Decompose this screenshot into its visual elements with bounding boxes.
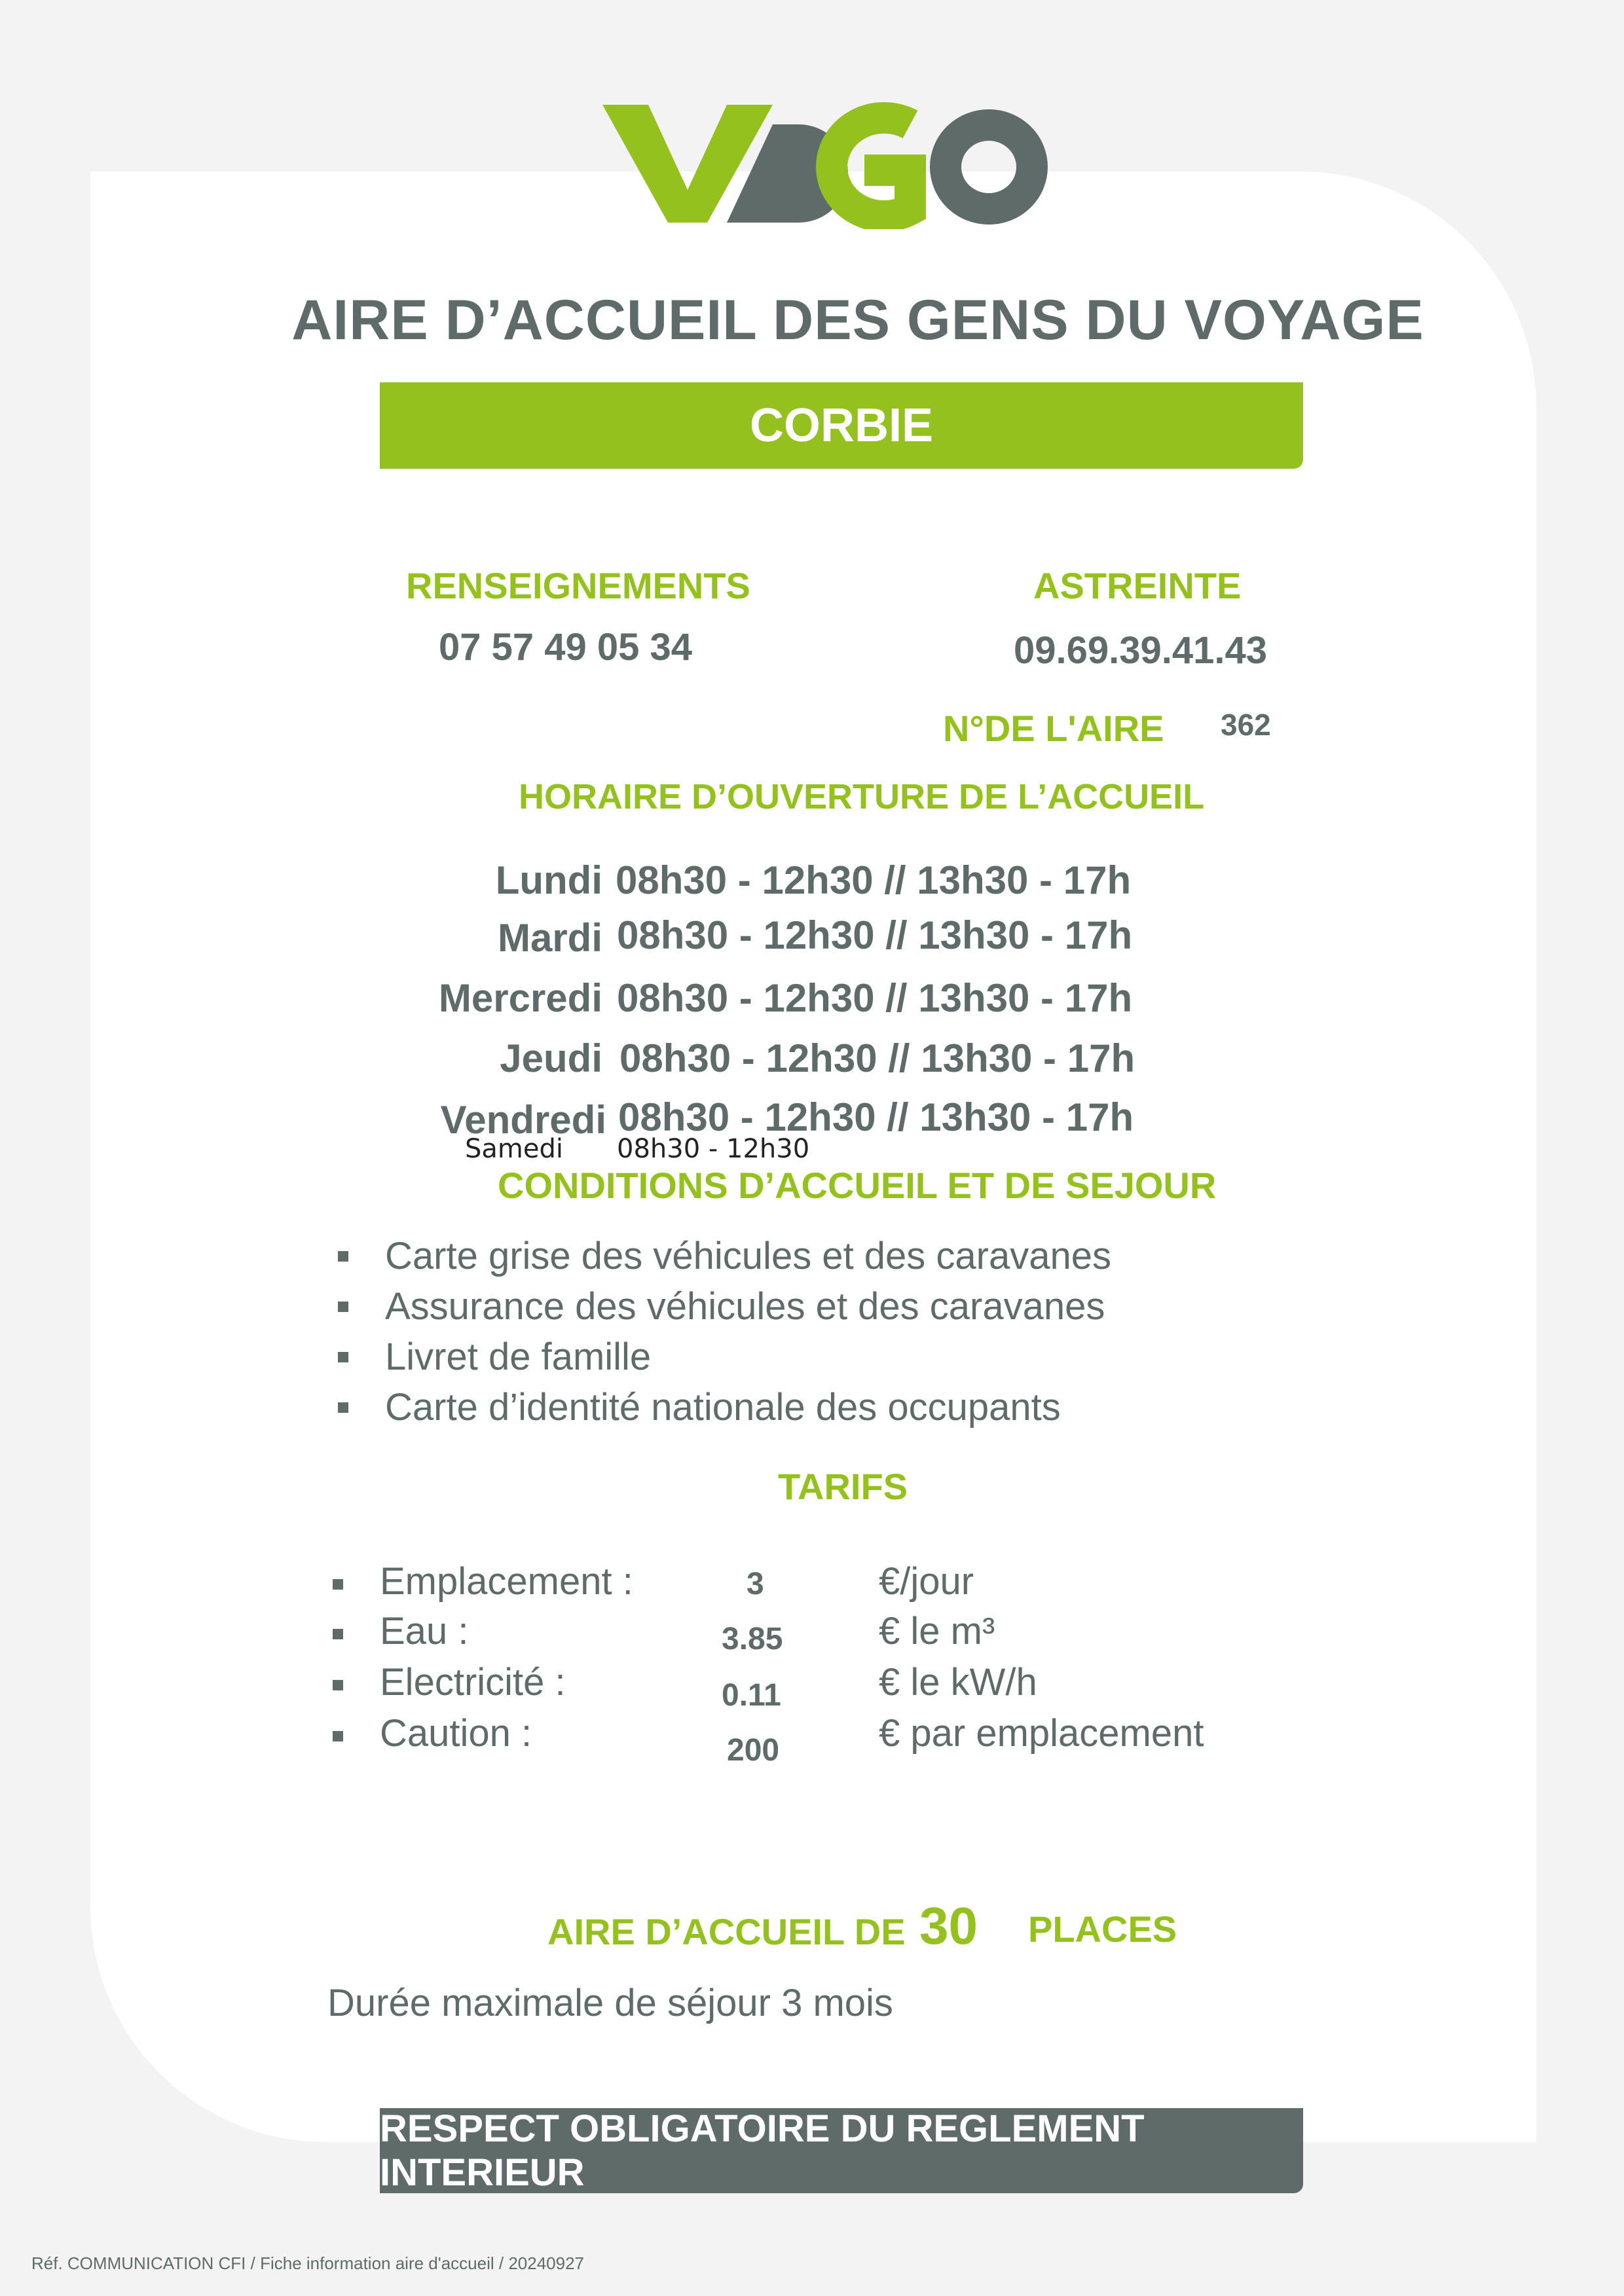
bullet-icon [338,1302,348,1312]
hours-row [0,1036,602,1082]
hours-day: Jeudi [500,1036,602,1080]
capacity-places: 30 [919,1897,978,1955]
capacity-prefix: AIRE D’ACCUEIL DE [547,1911,906,1952]
hours-row [0,858,602,903]
list-item: Carte d’identité nationale des occupants [338,1382,1111,1432]
rules-notice-banner [380,2108,1303,2193]
hours-day: Lundi [495,858,602,902]
vdgo-logo [602,98,1048,229]
location-banner [380,382,1303,469]
list-item: Assurance des véhicules et des caravanes [338,1281,1111,1332]
hours-day: Vendredi [440,1098,606,1142]
tarif-value: 3.85 [722,1622,783,1656]
bullet-icon [333,1680,343,1690]
capacity-suffix: PLACES [1028,1908,1177,1950]
conditions-heading: CONDITIONS D’ACCUEIL ET DE SEJOUR [498,1165,1217,1206]
bullet-icon [338,1402,348,1413]
tarif-unit: € par emplacement [879,1712,1204,1755]
tarif-value: 0.11 [722,1678,781,1713]
renseignements-label: RENSEIGNEMENTS [406,565,750,606]
bullet-icon [338,1352,348,1362]
hours-range: 08h30 - 12h30 // 13h30 - 17h [618,1095,1134,1139]
samedi-hours: 08h30 - 12h30 [617,1134,810,1164]
list-item: Livret de famille [338,1332,1111,1382]
tarif-value: 3 [747,1567,764,1601]
hours-range: 08h30 - 12h30 // 13h30 - 17h [617,976,1133,1020]
astreinte-phone: 09.69.39.41.43 [1014,629,1268,672]
list-item: Carte grise des véhicules et des caravanes [338,1231,1111,1281]
hours-range: 08h30 - 12h30 // 13h30 - 17h [616,858,1132,902]
hours-row [0,915,602,961]
bullet-icon [338,1251,348,1262]
max-stay: Durée maximale de séjour 3 mois [327,1982,893,2024]
hours-day: Mercredi [438,976,602,1020]
bullet-icon [333,1629,343,1639]
astreinte-label: ASTREINTE [1033,565,1242,606]
bullet-icon [333,1731,343,1741]
hours-range: 08h30 - 12h30 // 13h30 - 17h [619,1036,1135,1080]
tarif-unit: €/jour [879,1560,974,1603]
renseignements-phone: 07 57 49 05 34 [439,626,693,668]
tarif-unit: € le kW/h [879,1661,1037,1704]
footer-reference: Réf. COMMUNICATION CFI / Fiche information aire d'accueil / 20240927 [31,2253,584,2273]
tarifs-heading: TARIFS [778,1466,908,1507]
hours-heading: HORAIRE D’OUVERTURE DE L’ACCUEIL [519,777,1205,816]
conditions-list [338,1231,1111,1432]
location-name: CORBIE [749,399,934,452]
tarif-value: 200 [727,1733,780,1768]
hours-range: 08h30 - 12h30 // 13h30 - 17h [617,913,1133,957]
hours-day: Mardi [497,916,602,960]
page-title: AIRE D’ACCUEIL DES GENS DU VOYAGE [291,289,1424,352]
hours-row [0,975,602,1021]
aire-number: 362 [1221,708,1271,742]
rules-notice: RESPECT OBLIGATOIRE DU REGLEMENT INTERIEUR [380,2107,1145,2194]
tarif-unit: € le m³ [879,1610,995,1652]
samedi-day: Samedi [465,1134,563,1164]
bullet-icon [333,1579,343,1590]
aire-number-label: N°DE L'AIRE [943,708,1164,749]
